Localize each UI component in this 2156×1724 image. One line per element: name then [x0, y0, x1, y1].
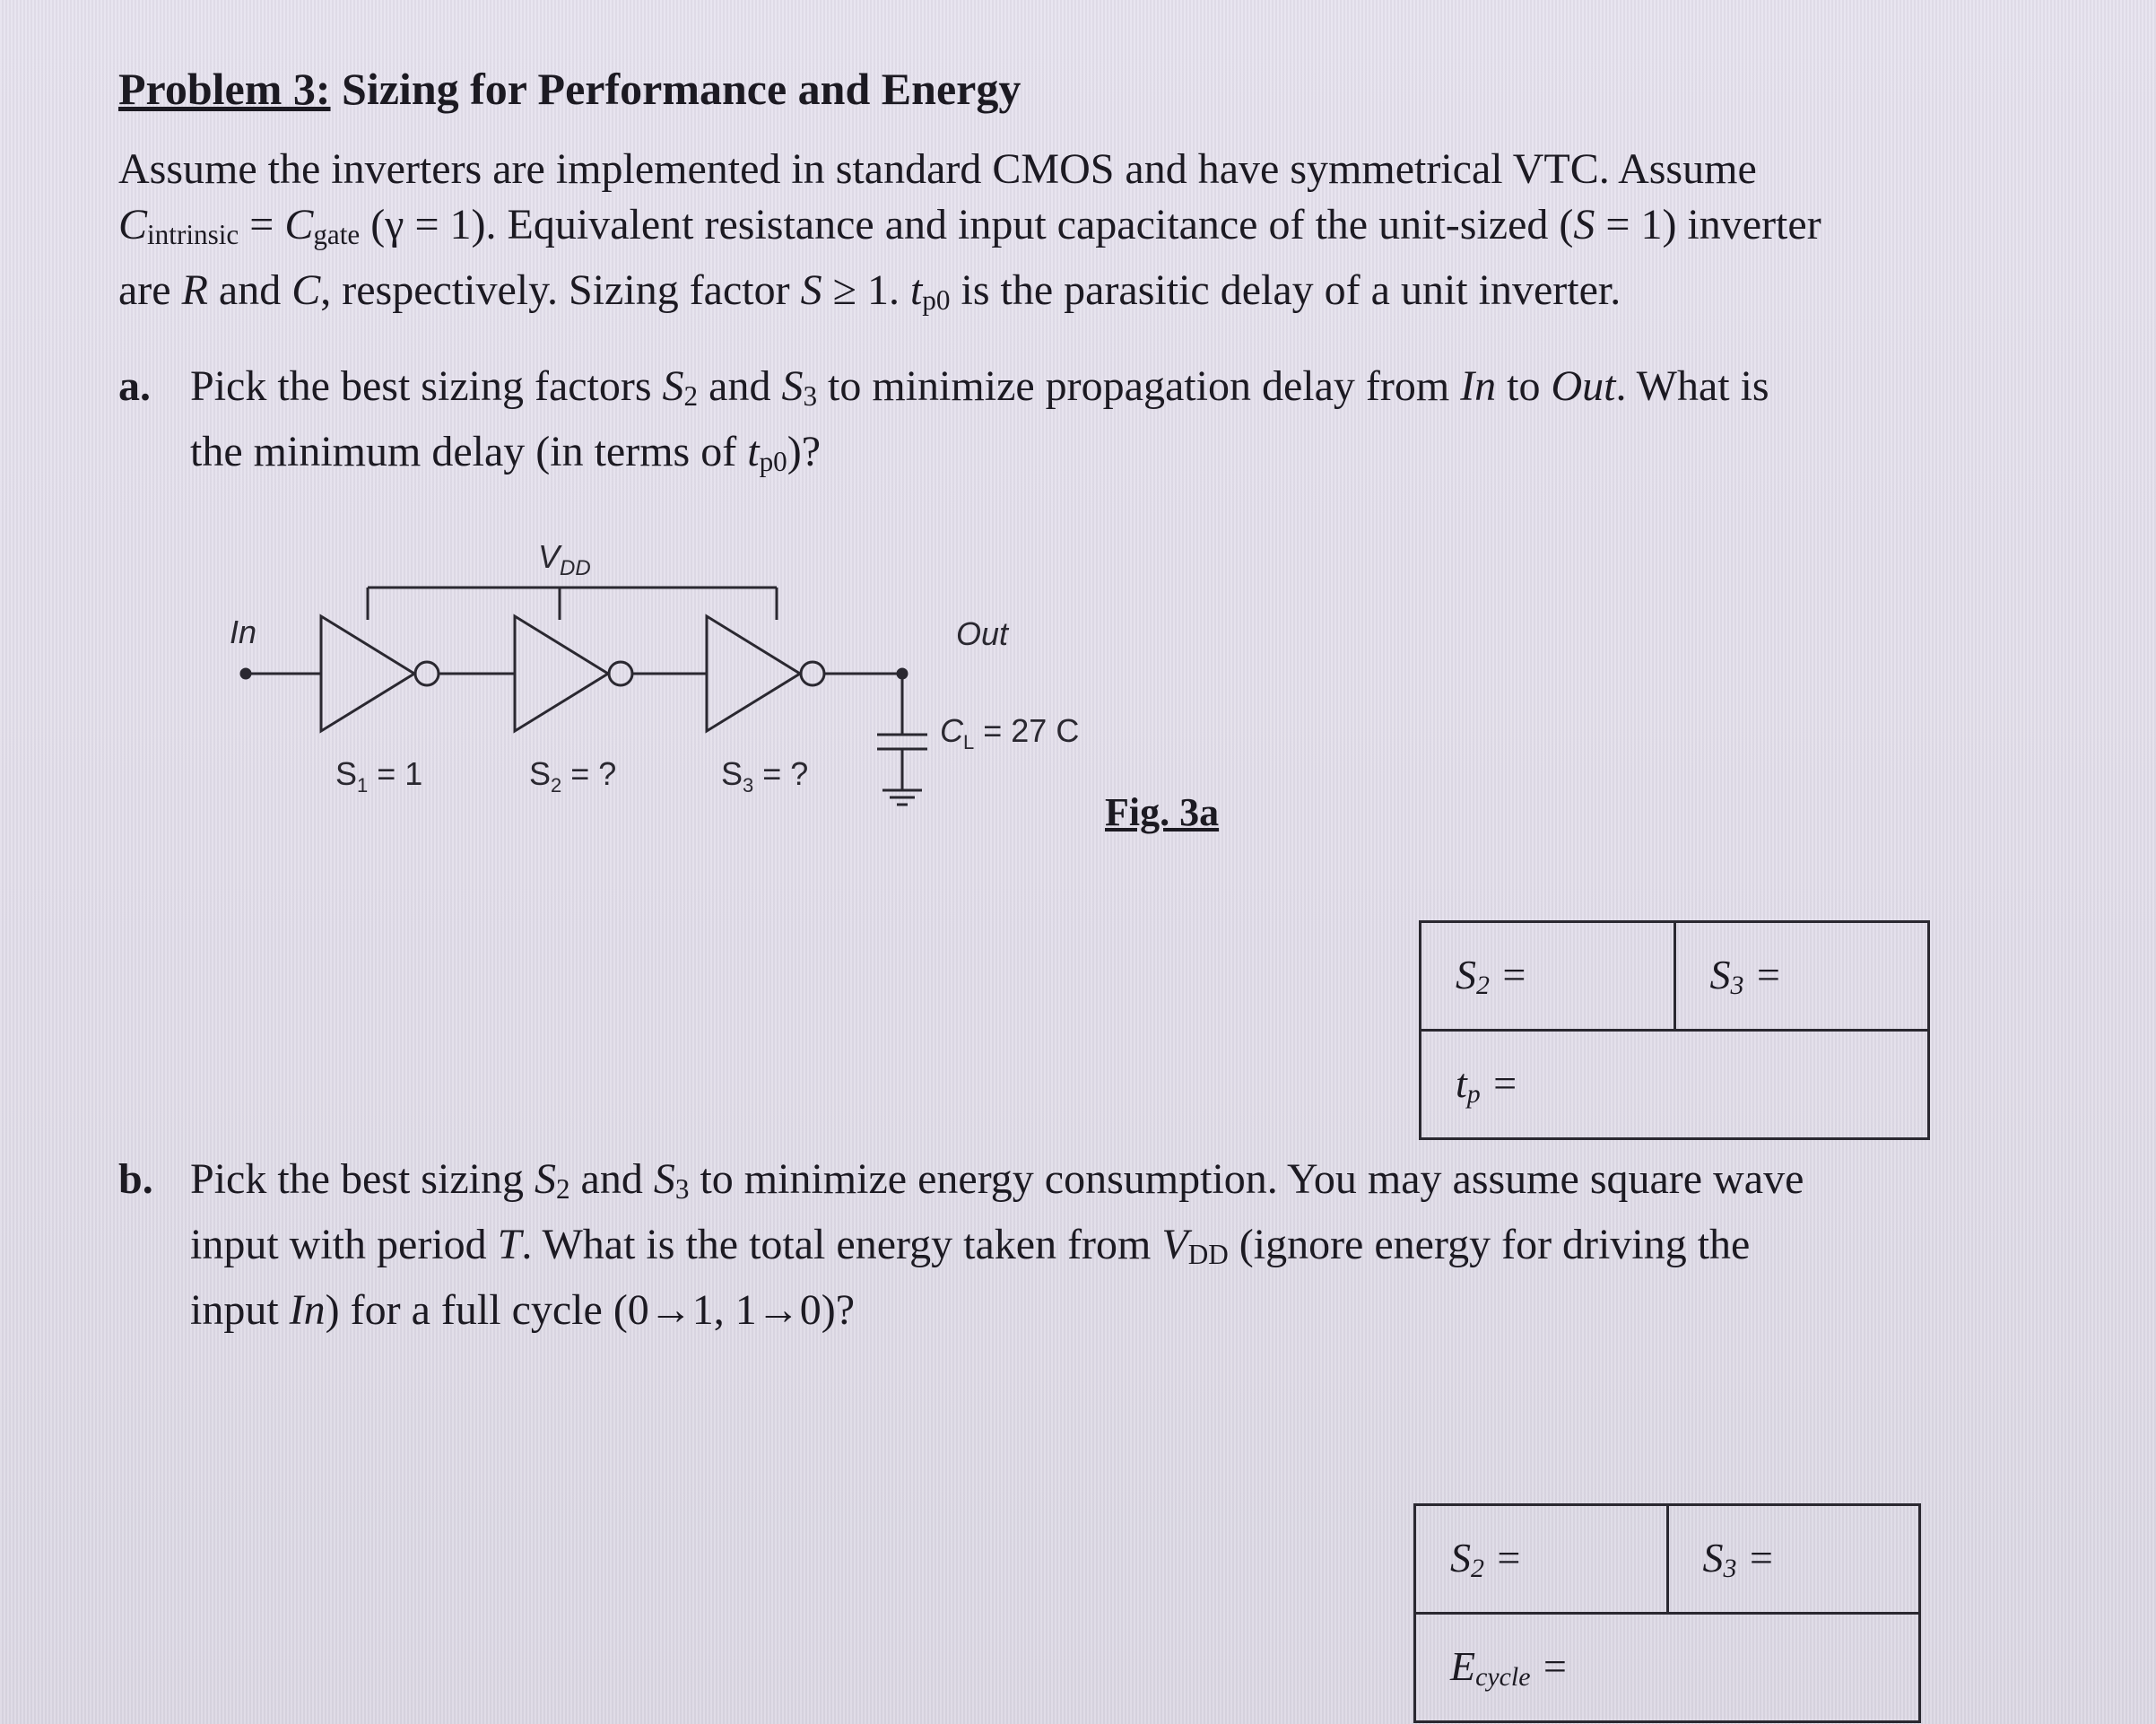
answer-b-s3-cell[interactable]: $S_3$ =	[1667, 1505, 1920, 1614]
inverter-3	[707, 616, 800, 731]
answer-a-s2-cell[interactable]: $S_2$ =	[1421, 922, 1675, 1031]
question-b	[118, 1152, 1939, 1338]
inverter-1	[321, 616, 414, 731]
input-label: In	[230, 614, 257, 650]
inverter-3-bubble	[801, 662, 824, 685]
question-b-line-2: input with period T. What is the total energy taken from $V_{DD}$ (ignore energy for driving the	[190, 1221, 1751, 1271]
answer-b-s2-cell[interactable]: $S_2$ =	[1415, 1505, 1668, 1614]
s1-label: $S_1 = 1$	[335, 755, 423, 797]
intro-line-1: Assume the inverters are implemented in standard CMOS and have symmetrical VTC. Assume	[118, 145, 1757, 193]
answer-b-ecycle-cell[interactable]: $E_{cycle}$ =	[1415, 1614, 1920, 1722]
problem-title-text: Sizing for Performance and Energy	[342, 64, 1021, 114]
answer-a-tp-cell[interactable]: $t_p$ =	[1421, 1031, 1929, 1139]
inverter-1-bubble	[415, 662, 439, 685]
question-a-line-1: Pick the best sizing factors $S_2$ and $S_3$ to minimize propagation delay from In to Out. What is	[190, 362, 1769, 413]
question-b-line-3: input In) for a full cycle (0→1, 1→0)?	[190, 1286, 856, 1335]
load-capacitance-label: $C_L = 27$ C	[940, 712, 1080, 753]
question-a-mark: a.	[118, 362, 151, 410]
answer-a-s3-cell[interactable]: $S_3$ =	[1674, 922, 1929, 1031]
intro-line-3: are R and C, respectively. Sizing factor S ≥ 1. $t_{p0}$ is the parasitic delay of a unit inverter.	[118, 266, 1621, 317]
s2-label: $S_2$ = ?	[529, 755, 617, 797]
question-a	[118, 359, 1939, 490]
inverter-2-bubble	[609, 662, 632, 685]
s3-label: $S_3$ = ?	[721, 755, 809, 797]
inverter-2	[515, 616, 608, 731]
problem-title	[118, 63, 1021, 115]
problem-label: Problem 3:	[118, 64, 331, 114]
question-b-mark: b.	[118, 1155, 153, 1203]
intro-paragraph	[118, 142, 1939, 328]
inverter-chain-diagram	[215, 525, 1112, 830]
output-label: Out	[956, 615, 1009, 652]
figure-label: Fig. 3a	[1105, 790, 1220, 834]
answer-box-b	[1413, 1503, 1921, 1723]
question-a-line-2: the minimum delay (in terms of $t_{p0}$)?	[190, 428, 822, 478]
question-b-line-1: Pick the best sizing $S_2$ and $S_3$ to minimize energy consumption. You may assume square wave	[190, 1155, 1804, 1206]
answer-box-a	[1419, 920, 1930, 1140]
intro-line-2: $C_{intrinsic} = C_{gate}$ (γ = 1). Equivalent resistance and input capacitance of the unit-sized (S = 1) inverter	[118, 201, 1821, 251]
vdd-label: $V_{DD}$	[538, 538, 591, 580]
